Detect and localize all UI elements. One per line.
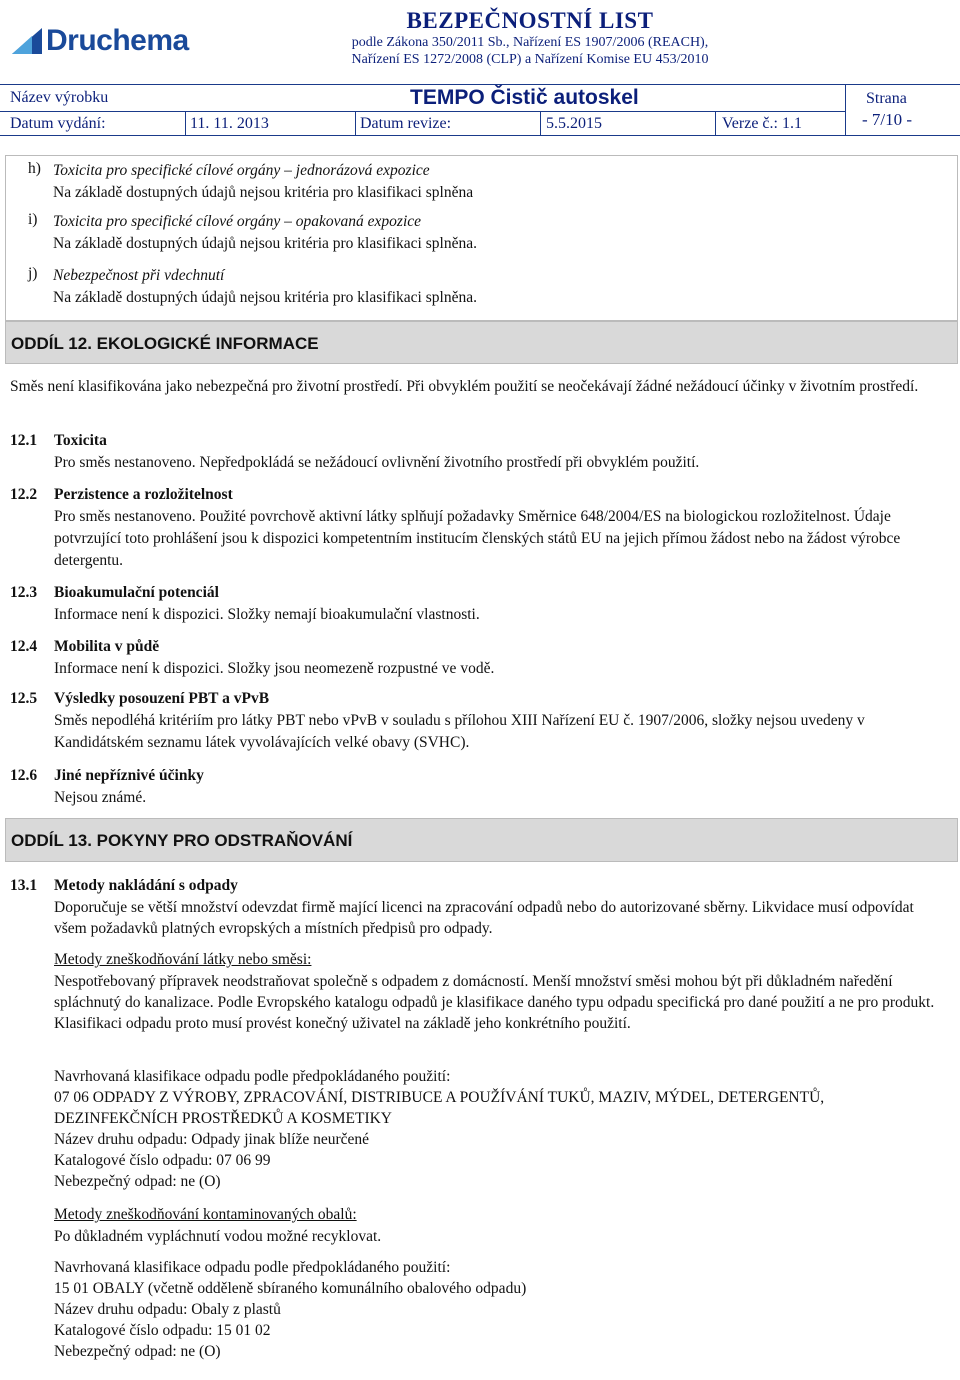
- waste-classification-2: Navrhovaná klasifikace odpadu podle předpokládaného použití: 15 01 OBALY (včetně odděleně sbíraného komunálního obalového odpadu) Název druhu odpadu: Obaly z plastů Katalogové číslo odpadu: 15 01 02 Nebezpečný odpad: ne (O): [54, 1259, 527, 1360]
- logo-text: Druchema: [46, 24, 189, 57]
- title-block: [320, 8, 740, 68]
- page-number: - 7/10 -: [862, 110, 913, 129]
- header-bottom-line: [0, 135, 960, 136]
- issue-date: 11. 11. 2013: [190, 115, 269, 132]
- header-col-divider: [715, 111, 716, 135]
- regulation-line-2: Nařízení ES 1272/2008 (CLP) a Nařízení Komise EU 453/2010: [351, 52, 709, 67]
- tox-item-text: Na základě dostupných údajů nejsou kritéria pro klasifikaci splněna.: [53, 289, 477, 306]
- tox-item-title: Toxicita pro specifické cílové orgány – jednorázová expozice: [53, 162, 430, 179]
- section-13-paragraph: Doporučuje se větší množství odevzdat firmě mající licenci na zpracování odpadů nebo do autorizované sběrny. Likvidace musí odpovídat všem požadavků platných evropských a místních předpisů pro odpady.: [54, 899, 914, 937]
- document-title: BEZPEČNOSTNÍ LIST: [406, 8, 654, 33]
- tox-item-title: Toxicita pro specifické cílové orgány – opakovaná expozice: [53, 213, 422, 230]
- disposal-methods-text: Nespotřebovaný přípravek neodstraňovat společně s odpadem z domácností. Menší množství směsi mohou být při důkladném naředění spláchnutý do kanalizace. Podle Evropského katalogu odpadů je klasifikace daného typu odpadu specifická pro dané použití a ne pro produkt. Klasifikaci odpadu proto musí provést konečný uživatel na základě jeho konkrétního použití.: [54, 973, 935, 1032]
- header-col-divider: [185, 111, 186, 135]
- header-col-divider: [355, 111, 356, 135]
- tox-item-text: Na základě dostupných údajů nejsou kritéria pro klasifikaci splněna.: [53, 235, 477, 252]
- logo-icon: [10, 26, 44, 56]
- druchema-logo: [10, 24, 189, 58]
- product-label: Název výrobku: [10, 89, 109, 106]
- packaging-disposal-text: Po důkladném vypláchnutí vodou možné recyklovat.: [54, 1228, 382, 1245]
- revision-date-label: Datum revize:: [360, 115, 452, 132]
- section-12-heading: ODDÍL 12. EKOLOGICKÉ INFORMACE: [5, 321, 958, 364]
- tox-item-text: Na základě dostupných údajů nejsou kritéria pro klasifikaci splněna: [53, 184, 474, 201]
- header-row-divider: [0, 111, 845, 112]
- header-col-divider: [540, 111, 541, 135]
- header-col-divider: [845, 84, 846, 135]
- issue-date-label: Datum vydání:: [10, 115, 106, 132]
- section-13-heading: ODDÍL 13. POKYNY PRO ODSTRAŇOVÁNÍ: [5, 818, 958, 862]
- waste-classification-1: Navrhovaná klasifikace odpadu podle předpokládaného použití: 07 06 ODPADY Z VÝROBY, ZPRACOVÁNÍ, DISTRIBUCE A POUŽÍVÁNÍ TUKŮ, MAZIV, MÝDEL, DETERGENTŮ, DEZINFEKČNÍCH PROSTŘEDKŮ A KOSMETIKY Název druhu odpadu: Odpady jinak blíže neurčené Katalogové číslo odpadu: 07 06 99 Nebezpečný odpad: ne (O): [54, 1068, 825, 1190]
- disposal-methods-heading: Metody zneškodňování látky nebo směsi:: [54, 951, 312, 968]
- packaging-disposal-heading: Metody zneškodňování kontaminovaných obalů:: [54, 1206, 357, 1223]
- document-header: [0, 0, 960, 138]
- product-name: TEMPO Čistič autoskel: [410, 86, 639, 109]
- revision-date: 5.5.2015: [546, 115, 602, 132]
- page-label: Strana: [866, 90, 907, 107]
- section-12-intro: Směs není klasifikována jako nebezpečná pro životní prostředí. Při obvyklém použití se neočekávají žádné nežádoucí účinky v životním prostředí.: [10, 378, 919, 395]
- tox-item-title: Nebezpečnost při vdechnutí: [53, 267, 225, 284]
- regulation-line-1: podle Zákona 350/2011 Sb., Nařízení ES 1907/2006 (REACH),: [351, 35, 709, 50]
- version: Verze č.: 1.1: [722, 115, 802, 132]
- header-divider: [0, 84, 960, 85]
